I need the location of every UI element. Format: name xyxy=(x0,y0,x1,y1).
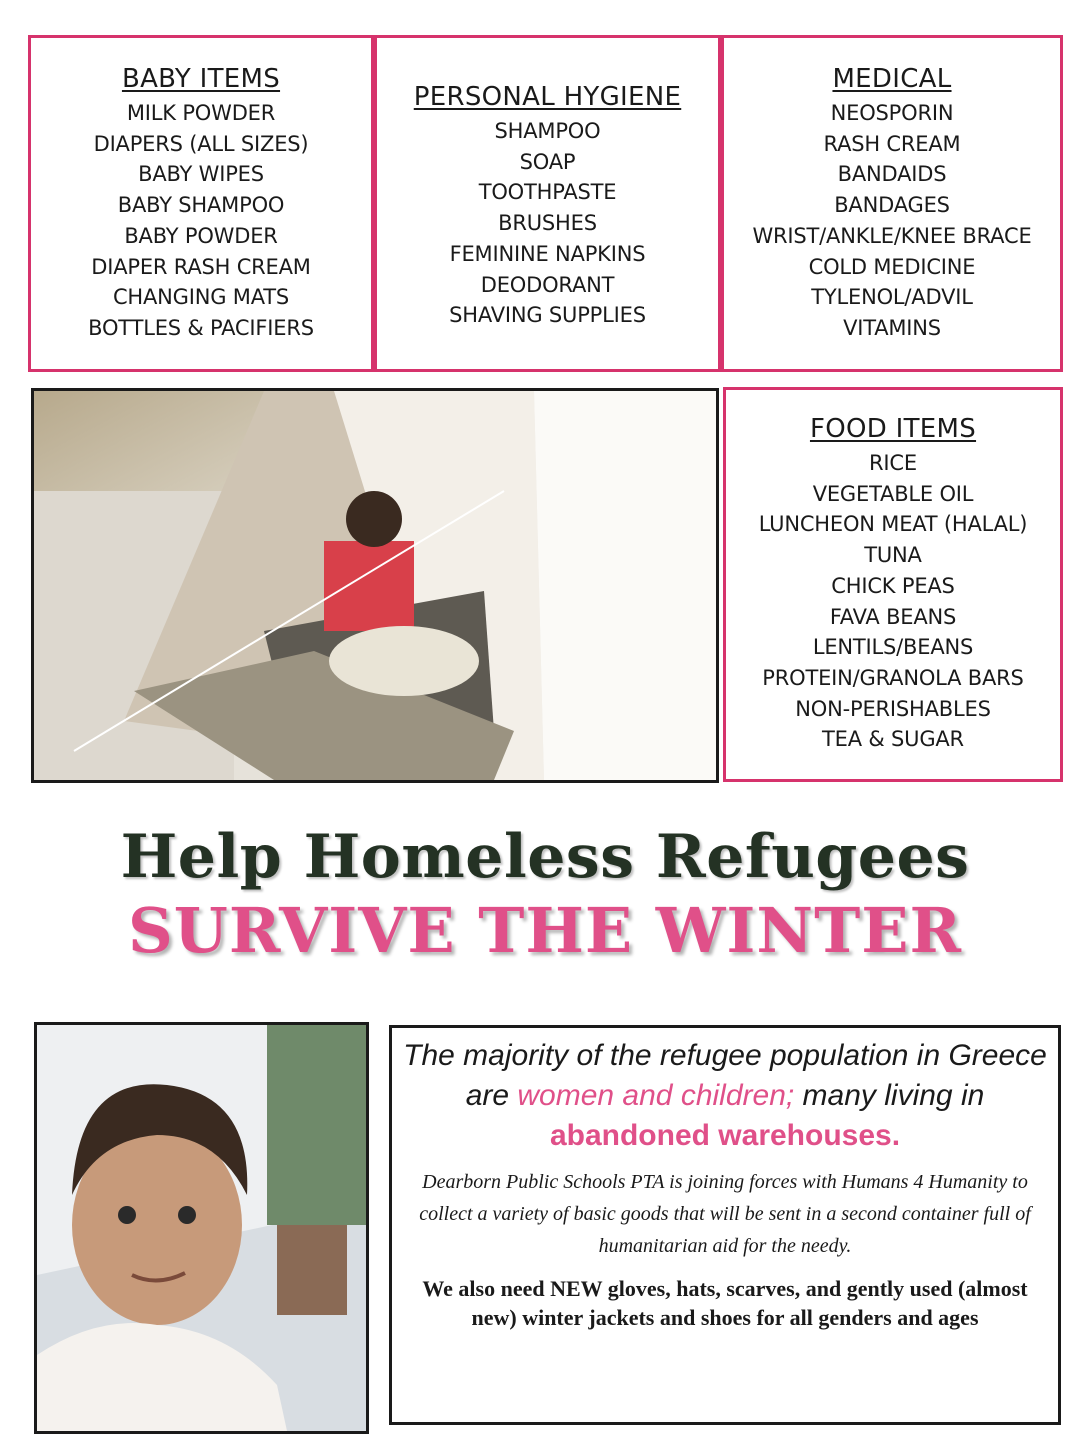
list-item: NON-PERISHABLES xyxy=(795,696,991,721)
info-ask: We also need NEW gloves, hats, scarves, and gently used (almost new) winter jackets and shoes for all genders and ages xyxy=(422,1276,1028,1330)
list-item: TEA & SUGAR xyxy=(822,727,964,752)
lead-emphasis: abandoned warehouses. xyxy=(549,1119,901,1152)
list-item: PROTEIN/GRANOLA BARS xyxy=(762,665,1024,690)
list-item: BABY POWDER xyxy=(124,223,278,248)
headline-title: Help Homeless Refugees xyxy=(120,822,970,892)
list-item: CHICK PEAS xyxy=(831,573,955,598)
list-item: RASH CREAM xyxy=(823,131,961,156)
list-item: FEMININE NAPKINS xyxy=(449,241,646,266)
list-item: DIAPERS (ALL SIZES) xyxy=(93,131,309,156)
list-item: BANDAIDS xyxy=(837,162,947,187)
list-item: SHAMPOO xyxy=(494,119,601,143)
hygiene-list xyxy=(377,116,718,331)
list-item: RICE xyxy=(869,451,917,475)
tent-illustration xyxy=(34,391,716,780)
lead-highlight: women and children; xyxy=(517,1079,795,1112)
baby-items-heading: BABY ITEMS xyxy=(121,64,281,94)
list-item: DEODORANT xyxy=(480,272,615,297)
child-portrait-photo xyxy=(34,1022,369,1434)
medical-heading: MEDICAL xyxy=(832,64,952,94)
food-items-list xyxy=(726,448,1060,755)
list-item: SOAP xyxy=(519,149,576,174)
list-item: TUNA xyxy=(864,543,922,568)
info-body: Dearborn Public Schools PTA is joining forces with Humans 4 Humanity to collect a variety of basic goods that will be sent in a second container full of humanitarian aid for the needy. xyxy=(419,1171,1031,1257)
list-item: CHANGING MATS xyxy=(112,285,290,310)
medical-list xyxy=(724,98,1060,344)
list-item: BABY WIPES xyxy=(138,162,264,187)
list-item: BANDAGES xyxy=(834,193,950,218)
list-item: DIAPER RASH CREAM xyxy=(91,254,311,279)
food-items-heading: FOOD ITEMS xyxy=(809,414,977,444)
child-in-tent-photo xyxy=(31,388,719,783)
headline-subtitle: SURVIVE THE WINTER xyxy=(128,894,962,967)
list-item: LENTILS/BEANS xyxy=(812,635,974,660)
food-items-box xyxy=(723,387,1063,782)
baby-items-box xyxy=(28,35,374,372)
list-item: MILK POWDER xyxy=(126,101,276,125)
list-item: LUNCHEON MEAT (HALAL) xyxy=(758,512,1028,537)
baby-items-list xyxy=(31,98,371,344)
hygiene-box xyxy=(374,35,721,372)
portrait-illustration xyxy=(37,1025,366,1431)
list-item: VEGETABLE OIL xyxy=(812,481,974,506)
list-item: BABY SHAMPOO xyxy=(117,193,285,218)
hygiene-heading: PERSONAL HYGIENE xyxy=(413,82,682,112)
medical-box xyxy=(721,35,1063,372)
lead-text: many living in xyxy=(794,1079,985,1112)
list-item: FAVA BEANS xyxy=(829,604,957,629)
list-item: WRIST/ANKLE/KNEE BRACE xyxy=(752,223,1032,248)
list-item: TOOTHPASTE xyxy=(478,180,617,205)
list-item: VITAMINS xyxy=(843,315,941,340)
list-item: BRUSHES xyxy=(498,211,597,236)
list-item: BOTTLES & PACIFIERS xyxy=(88,315,314,340)
info-box xyxy=(389,1025,1061,1425)
list-item: TYLENOL/ADVIL xyxy=(811,285,973,310)
lead-text: The majority of the refugee population in Greece are xyxy=(403,1039,1047,1112)
list-item: NEOSPORIN xyxy=(830,101,954,125)
list-item: COLD MEDICINE xyxy=(808,254,976,279)
info-lead xyxy=(398,1036,1052,1156)
list-item: SHAVING SUPPLIES xyxy=(449,303,646,328)
